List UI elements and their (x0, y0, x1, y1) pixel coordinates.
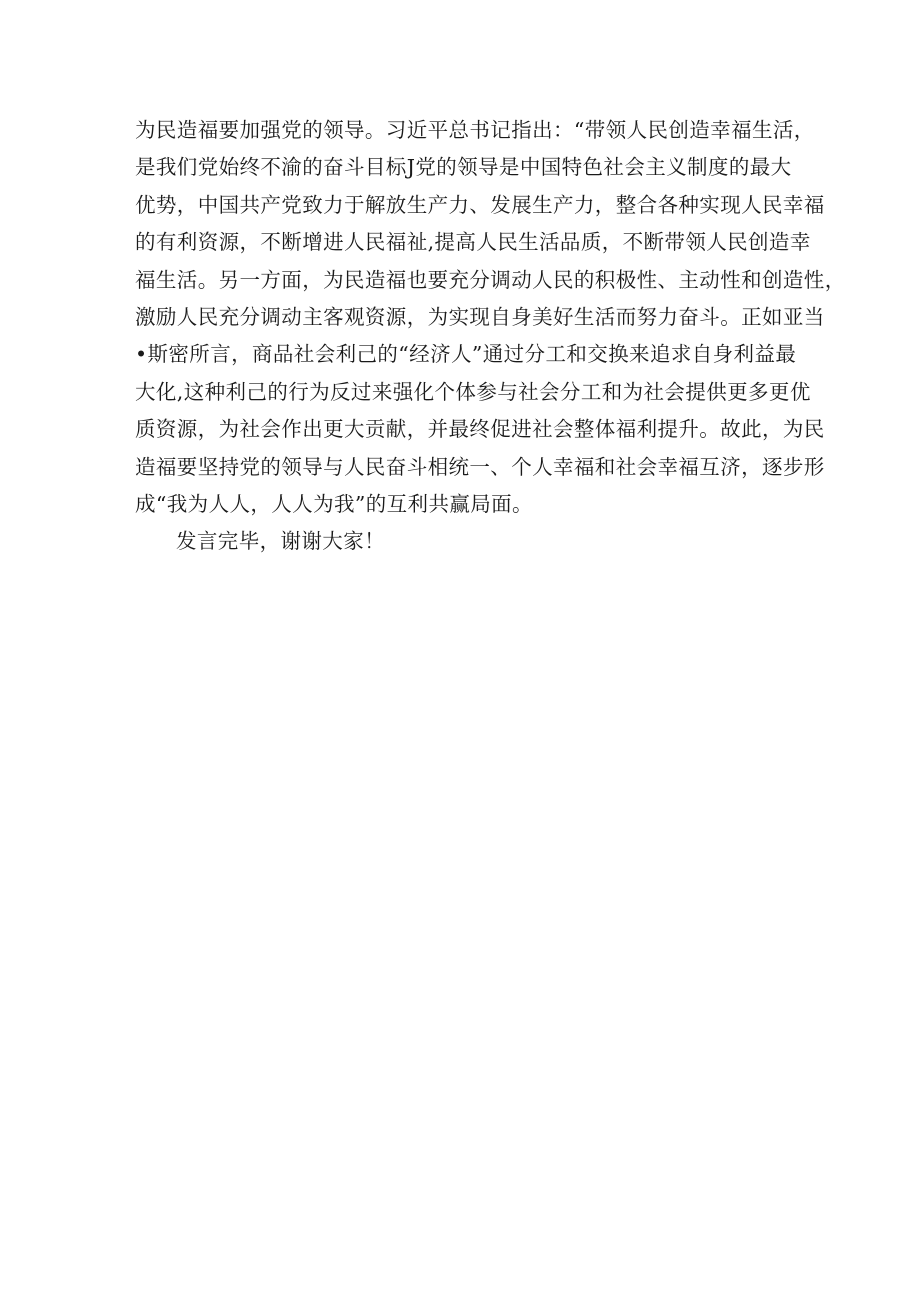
paragraph-line: 的有利资源，不断增进人民福祉,提高人民生活品质，不断带领人民创造幸 (135, 230, 811, 255)
paragraph-line: •斯密所言，商品社会利己的“经济人”通过分工和交换来追求自身利益最 (135, 342, 797, 367)
paragraph-line: 大化,这种利己的行为反过来强化个体参与社会分工和为社会提供更多更优 (135, 379, 811, 404)
paragraph-line: 激励人民充分调动主客观资源，为实现自身美好生活而努力奋斗。正如亚当 (135, 304, 825, 329)
paragraph-line: 福生活。另一方面，为民造福也要充分调动人民的积极性、主动性和创造性， (135, 267, 846, 292)
closing-remark: 发言完毕，谢谢大家！ (176, 529, 385, 554)
body-text (135, 112, 846, 561)
paragraph-line: 优势，中国共产党致力于解放生产力、发展生产力，整合各种实现人民幸福 (135, 192, 825, 217)
paragraph-line: 成“我为人人，人人为我”的互利共赢局面。 (135, 491, 533, 516)
paragraph-line: 是我们党始终不渝的奋斗目标J党的领导是中国特色社会主义制度的最大 (135, 155, 792, 180)
paragraph-line: 质资源，为社会作出更大贡献，并最终促进社会整体福利提升。故此，为民 (135, 417, 825, 442)
paragraph-line: 为民造福要加强党的领导。习近平总书记指出：“带领人民创造幸福生活， (135, 118, 815, 142)
paragraph-line: 造福要坚持党的领导与人民奋斗相统一、个人幸福和社会幸福互济，逐步形 (135, 454, 825, 479)
